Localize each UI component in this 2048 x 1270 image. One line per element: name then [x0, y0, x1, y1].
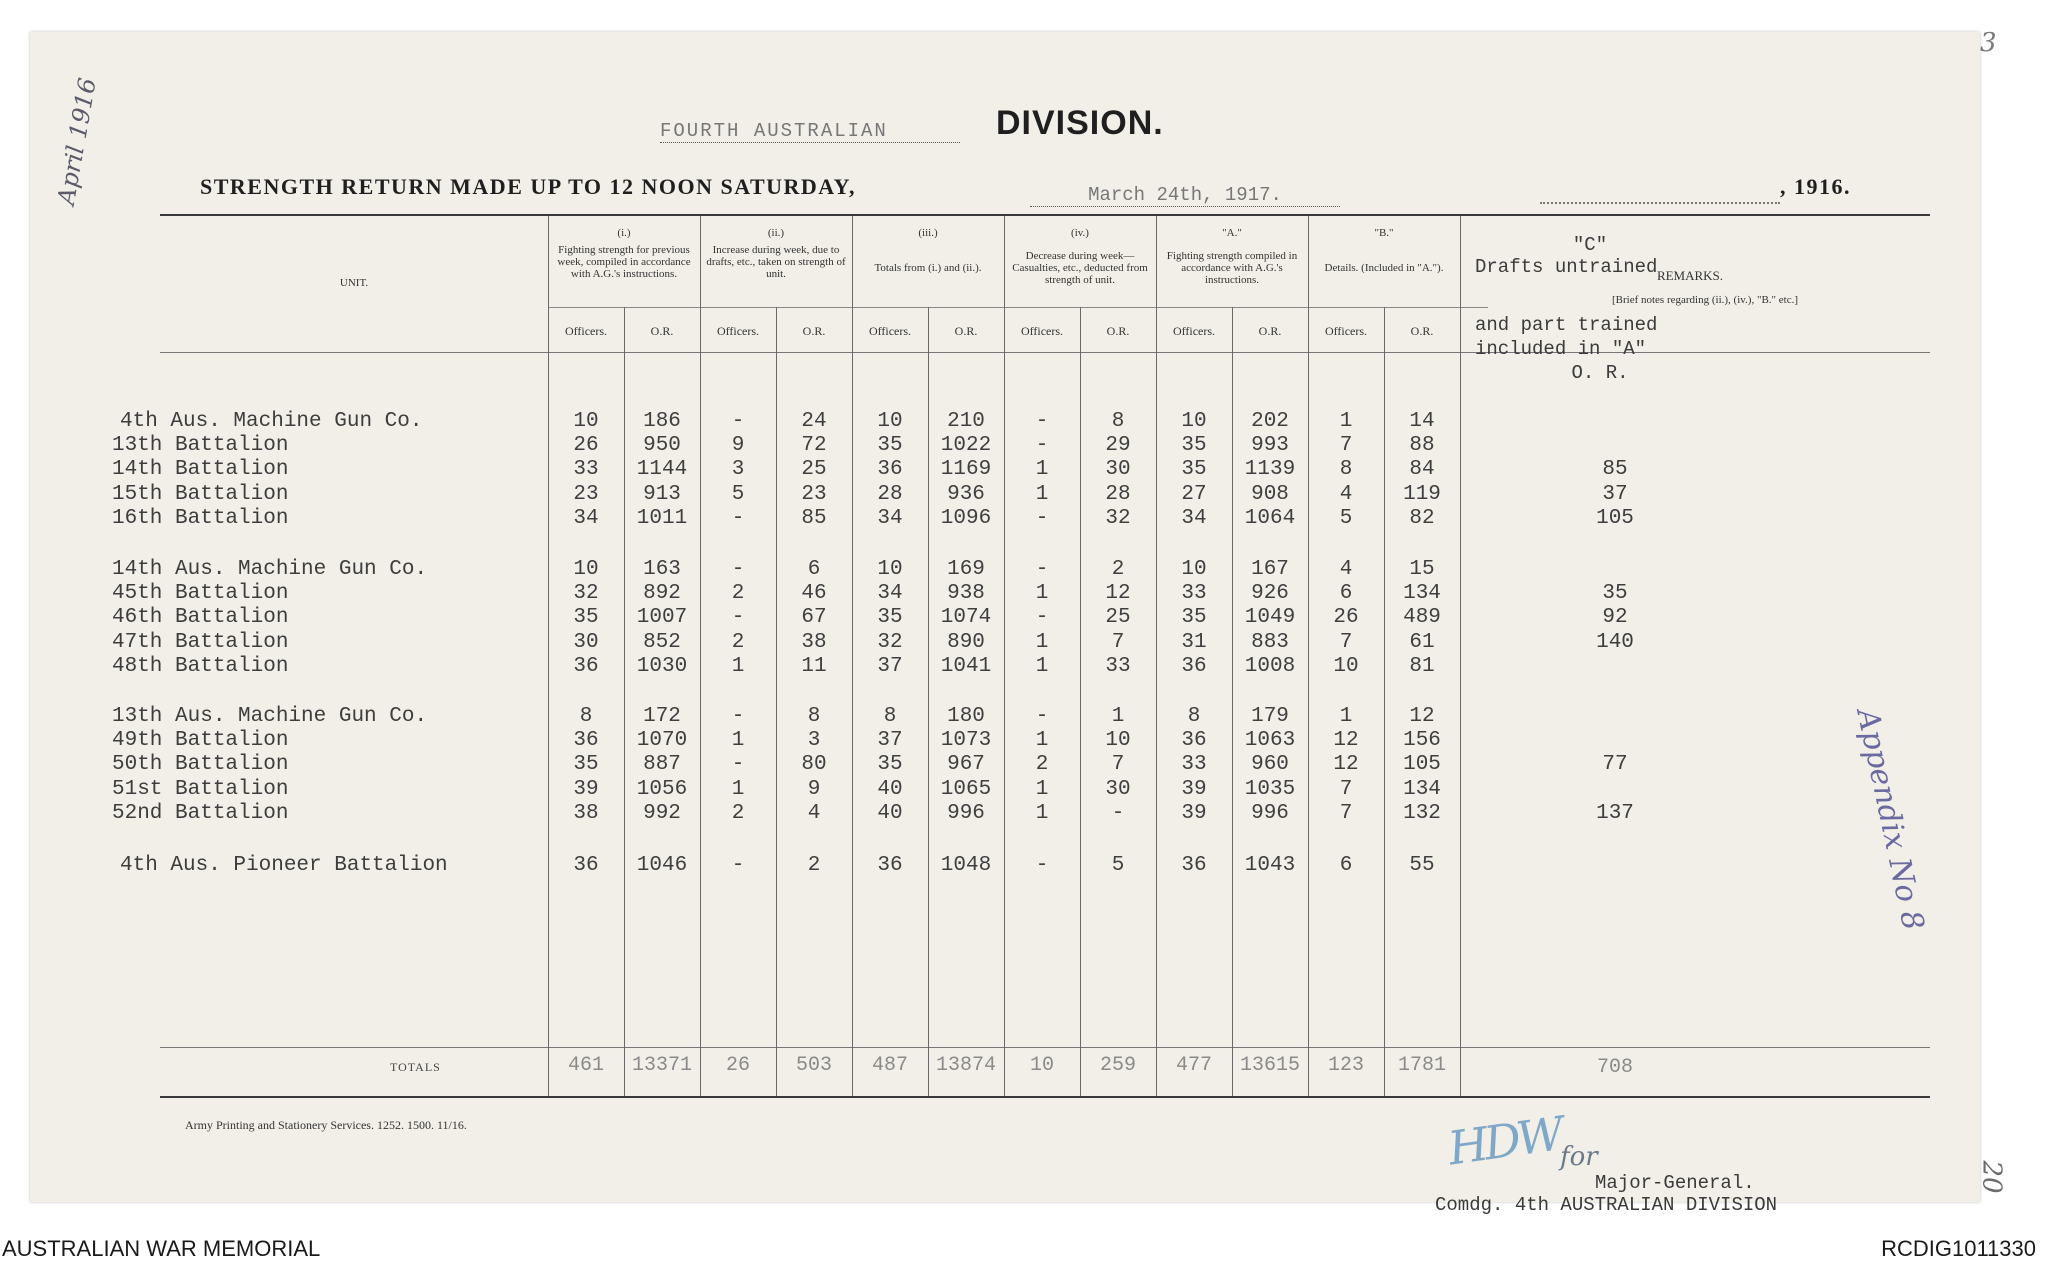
table-cell: 35	[573, 753, 599, 776]
totals-remarks: 708	[1596, 1056, 1633, 1079]
totals-cell: 461	[567, 1054, 604, 1077]
table-cell: 1065	[940, 778, 992, 801]
table-cell: 35	[877, 434, 903, 457]
table-cell: 10	[877, 558, 903, 581]
col-line	[548, 216, 549, 1096]
table-cell: 913	[643, 483, 681, 506]
table-cell: 34	[573, 507, 599, 530]
subheader-or: O.R.	[1106, 324, 1130, 338]
col-line	[776, 307, 777, 1096]
table-cell: 33	[1105, 655, 1131, 678]
strength-return-heading: STRENGTH RETURN MADE UP TO 12 NOON SATURDAY,	[200, 174, 857, 199]
table-cell: 7	[1339, 802, 1353, 825]
colB-description: Details. (Included in "A.").	[1324, 262, 1444, 274]
table-cell: 31	[1181, 631, 1207, 654]
table-cell: 163	[643, 558, 681, 581]
table-cell: 6	[807, 558, 821, 581]
table-cell: 180	[947, 705, 985, 728]
table-cell: 12	[1333, 753, 1359, 776]
table-cell: 202	[1251, 410, 1289, 433]
table-cell: 35	[877, 606, 903, 629]
table-cell: -	[731, 753, 745, 776]
table-cell: 926	[1251, 582, 1289, 605]
signature: HDW	[1444, 1106, 1564, 1176]
table-cell: 883	[1251, 631, 1289, 654]
table-cell: 6	[1339, 854, 1353, 877]
table-cell: 993	[1251, 434, 1289, 457]
subheader-officers: Officers.	[1020, 324, 1064, 338]
table-cell: 950	[643, 434, 681, 457]
table-cell: 34	[877, 507, 903, 530]
table-cell: 960	[1251, 753, 1289, 776]
table-cell: 39	[1181, 802, 1207, 825]
table-cell: 1064	[1244, 507, 1296, 530]
table-cell: 12	[1409, 705, 1435, 728]
colA-description: Fighting strength compiled in accordance with A.G.'s instructions.	[1166, 250, 1298, 286]
header-bottom-rule	[160, 352, 1930, 353]
totals-cell: 123	[1327, 1054, 1364, 1077]
remarks-note: [Brief notes regarding (ii.), (iv.), "B." etc.]	[1611, 294, 1799, 306]
col2-number: (ii.)	[767, 227, 785, 239]
c-column-included-in-a: included in "A"	[1475, 338, 1647, 360]
table-cell: -	[1035, 558, 1049, 581]
signer-rank: Major-General.	[1595, 1172, 1755, 1194]
remarks-value: 77	[1602, 753, 1628, 776]
totals-top-rule	[160, 1047, 1930, 1048]
table-cell: 32	[877, 631, 903, 654]
table-cell: -	[1035, 606, 1049, 629]
archive-id: RCDIG1011330	[1881, 1236, 2036, 1261]
totals-cell: 13874	[935, 1054, 996, 1077]
table-cell: 4	[1339, 558, 1353, 581]
col-line	[928, 307, 929, 1096]
year-dotline	[1540, 202, 1780, 204]
table-cell: 3	[731, 458, 745, 481]
table-cell: 1070	[636, 729, 688, 752]
table-cell: 80	[801, 753, 827, 776]
table-cell: 132	[1403, 802, 1441, 825]
table-cell: 10	[1181, 558, 1207, 581]
table-cell: 8	[579, 705, 593, 728]
col-line	[1156, 216, 1157, 1096]
table-cell: 2	[1035, 753, 1049, 776]
col4-description: Decrease during week—Casualties, etc., deducted from strength of unit.	[1012, 250, 1148, 286]
unit-name: 47th Battalion	[112, 631, 289, 654]
totals-cell: 1781	[1397, 1054, 1446, 1077]
unit-name: 51st Battalion	[112, 778, 289, 801]
table-cell: 36	[877, 458, 903, 481]
table-cell: 85	[801, 507, 827, 530]
table-cell: 1	[1035, 458, 1049, 481]
table-cell: 169	[947, 558, 985, 581]
table-cell: 1074	[940, 606, 992, 629]
col4-number: (iv.)	[1071, 227, 1089, 239]
table-cell: 1073	[940, 729, 992, 752]
table-cell: 1048	[940, 854, 992, 877]
table-cell: -	[731, 854, 745, 877]
col-line	[852, 216, 853, 1096]
table-cell: 84	[1409, 458, 1435, 481]
table-cell: 15	[1409, 558, 1435, 581]
table-cell: 210	[947, 410, 985, 433]
table-cell: 36	[573, 854, 599, 877]
table-cell: 7	[1111, 631, 1125, 654]
col3-number: (iii.)	[918, 227, 938, 239]
remarks-header: REMARKS.	[1656, 268, 1724, 283]
table-cell: 33	[573, 458, 599, 481]
table-cell: -	[731, 705, 745, 728]
table-cell: 936	[947, 483, 985, 506]
table-cell: 852	[643, 631, 681, 654]
table-cell: 26	[1333, 606, 1359, 629]
table-cell: 1022	[940, 434, 992, 457]
table-cell: 1	[731, 778, 745, 801]
table-cell: 1	[1035, 483, 1049, 506]
totals-cell: 259	[1099, 1054, 1136, 1077]
table-cell: 27	[1181, 483, 1207, 506]
return-date: March 24th, 1917.	[1030, 184, 1340, 207]
division-heading: DIVISION.	[996, 104, 1164, 142]
table-cell: 156	[1403, 729, 1441, 752]
table-cell: -	[731, 507, 745, 530]
table-cell: 2	[807, 854, 821, 877]
table-cell: 1	[1035, 655, 1049, 678]
table-cell: 2	[731, 582, 745, 605]
c-column-drafts-untrained: Drafts untrained	[1475, 256, 1658, 278]
table-cell: 38	[801, 631, 827, 654]
table-cell: 1	[1035, 582, 1049, 605]
table-cell: 4	[1339, 483, 1353, 506]
remarks-value: 92	[1602, 606, 1628, 629]
table-cell: 36	[1181, 854, 1207, 877]
table-cell: 11	[801, 655, 827, 678]
table-bottom-rule	[160, 1096, 1930, 1098]
table-cell: 1049	[1244, 606, 1296, 629]
col3-description: Totals from (i.) and (ii.).	[874, 262, 982, 274]
subheader-officers: Officers.	[564, 324, 608, 338]
table-cell: 67	[801, 606, 827, 629]
table-cell: 1169	[940, 458, 992, 481]
table-cell: 30	[1105, 458, 1131, 481]
subheader-officers: Officers.	[1172, 324, 1216, 338]
table-cell: 12	[1105, 582, 1131, 605]
table-cell: 1	[1339, 410, 1353, 433]
table-cell: 5	[731, 483, 745, 506]
unit-name: 14th Aus. Machine Gun Co.	[112, 558, 428, 581]
table-cell: 36	[877, 854, 903, 877]
totals-cell: 10	[1029, 1054, 1054, 1077]
table-cell: 7	[1339, 778, 1353, 801]
table-cell: 9	[731, 434, 745, 457]
table-cell: 88	[1409, 434, 1435, 457]
margin-note-top-right: 3	[1980, 28, 1997, 58]
table-cell: 7	[1111, 753, 1125, 776]
totals-cell: 503	[795, 1054, 832, 1077]
table-cell: 2	[1111, 558, 1125, 581]
unit-name: 48th Battalion	[112, 655, 289, 678]
table-cell: 1041	[940, 655, 992, 678]
table-cell: 5	[1111, 854, 1125, 877]
colB-number: "B."	[1374, 227, 1394, 239]
table-cell: -	[731, 558, 745, 581]
totals-cell: 477	[1175, 1054, 1212, 1077]
table-cell: 10	[1105, 729, 1131, 752]
remarks-value: 35	[1602, 582, 1628, 605]
table-cell: 5	[1339, 507, 1353, 530]
table-cell: 134	[1403, 778, 1441, 801]
table-cell: 1	[1339, 705, 1353, 728]
subheader-or: O.R.	[954, 324, 978, 338]
table-cell: 37	[877, 729, 903, 752]
table-cell: 23	[801, 483, 827, 506]
table-cell: 1056	[636, 778, 688, 801]
table-cell: 1063	[1244, 729, 1296, 752]
table-cell: 8	[883, 705, 897, 728]
table-cell: 3	[807, 729, 821, 752]
col-line	[1232, 307, 1233, 1096]
table-cell: 30	[573, 631, 599, 654]
table-cell: 105	[1403, 753, 1441, 776]
table-cell: 1144	[636, 458, 688, 481]
table-cell: 1	[1035, 631, 1049, 654]
table-cell: 32	[573, 582, 599, 605]
remarks-value: 37	[1602, 483, 1628, 506]
printer-imprint: Army Printing and Stationery Services. 1252. 1500. 11/16.	[185, 1118, 467, 1132]
table-cell: 8	[1187, 705, 1201, 728]
c-column-or: O. R.	[1571, 362, 1629, 384]
printed-year: , 1916.	[1780, 174, 1851, 199]
col-line	[1004, 216, 1005, 1096]
table-cell: 890	[947, 631, 985, 654]
table-cell: 40	[877, 802, 903, 825]
table-cell: 1	[1035, 729, 1049, 752]
table-cell: 14	[1409, 410, 1435, 433]
unit-name: 4th Aus. Pioneer Battalion	[120, 854, 448, 877]
unit-name: 46th Battalion	[112, 606, 289, 629]
unit-column-header: UNIT.	[339, 277, 369, 289]
colA-number: "A."	[1222, 227, 1242, 239]
unit-name: 45th Battalion	[112, 582, 289, 605]
unit-name: 15th Battalion	[112, 483, 289, 506]
table-cell: 7	[1339, 434, 1353, 457]
table-cell: 1	[731, 729, 745, 752]
table-cell: 10	[877, 410, 903, 433]
table-top-rule	[160, 214, 1930, 216]
col-line	[1384, 307, 1385, 1096]
table-cell: -	[731, 606, 745, 629]
table-cell: 39	[573, 778, 599, 801]
table-cell: 10	[1181, 410, 1207, 433]
table-cell: 9	[807, 778, 821, 801]
table-cell: 35	[1181, 606, 1207, 629]
table-cell: 1011	[636, 507, 688, 530]
table-cell: 967	[947, 753, 985, 776]
table-cell: 61	[1409, 631, 1435, 654]
table-cell: 10	[1333, 655, 1359, 678]
table-cell: 1	[731, 655, 745, 678]
signer-command: Comdg. 4th AUSTRALIAN DIVISION	[1435, 1194, 1778, 1216]
division-name: FOURTH AUSTRALIAN	[660, 120, 960, 143]
subheader-or: O.R.	[650, 324, 674, 338]
table-cell: 167	[1251, 558, 1289, 581]
table-cell: 1	[1111, 705, 1125, 728]
unit-name: 52nd Battalion	[112, 802, 289, 825]
signature-for: for	[1560, 1142, 1598, 1172]
archive-caption-bar	[0, 1228, 2048, 1270]
table-cell: 35	[573, 606, 599, 629]
table-cell: -	[731, 410, 745, 433]
totals-cell: 487	[871, 1054, 908, 1077]
table-cell: 1007	[636, 606, 688, 629]
table-cell: 2	[731, 802, 745, 825]
table-cell: 172	[643, 705, 681, 728]
col2-description: Increase during week, due to drafts, etc., taken on strength of unit.	[706, 244, 846, 280]
subheader-or: O.R.	[1258, 324, 1282, 338]
table-cell: 25	[801, 458, 827, 481]
col1-description: Fighting strength for previous week, compiled in accordance with A.G.'s instructions.	[557, 244, 691, 280]
table-cell: 36	[1181, 655, 1207, 678]
table-cell: 1096	[940, 507, 992, 530]
subheader-officers: Officers.	[1324, 324, 1368, 338]
table-cell: 28	[1105, 483, 1131, 506]
table-cell: 179	[1251, 705, 1289, 728]
table-cell: 1030	[636, 655, 688, 678]
table-cell: 34	[1181, 507, 1207, 530]
table-cell: 29	[1105, 434, 1131, 457]
table-cell: 134	[1403, 582, 1441, 605]
table-cell: 40	[877, 778, 903, 801]
unit-name: 14th Battalion	[112, 458, 289, 481]
totals-cell: 26	[725, 1054, 750, 1077]
col-line	[1308, 216, 1309, 1096]
table-cell: 37	[877, 655, 903, 678]
table-cell: 1	[1035, 802, 1049, 825]
table-cell: 55	[1409, 854, 1435, 877]
table-cell: 28	[877, 483, 903, 506]
table-cell: 7	[1339, 631, 1353, 654]
table-cell: 36	[573, 655, 599, 678]
table-cell: 35	[877, 753, 903, 776]
table-cell: 938	[947, 582, 985, 605]
col-line	[1080, 307, 1081, 1096]
table-cell: 908	[1251, 483, 1289, 506]
table-cell: 1139	[1244, 458, 1296, 481]
table-cell: 1043	[1244, 854, 1296, 877]
totals-label: TOTALS	[390, 1060, 441, 1074]
totals-cell: 13371	[631, 1054, 692, 1077]
table-cell: -	[1035, 410, 1049, 433]
table-cell: 24	[801, 410, 827, 433]
remarks-value: 105	[1596, 507, 1634, 530]
table-cell: 33	[1181, 582, 1207, 605]
unit-name: 16th Battalion	[112, 507, 289, 530]
table-cell: -	[1035, 434, 1049, 457]
table-cell: 30	[1105, 778, 1131, 801]
table-cell: 1008	[1244, 655, 1296, 678]
table-cell: 996	[1251, 802, 1289, 825]
appendix-annotation: Appendix No 8	[1849, 705, 1931, 934]
table-cell: 8	[807, 705, 821, 728]
subheader-officers: Officers.	[716, 324, 760, 338]
remarks-value: 140	[1596, 631, 1634, 654]
table-cell: 72	[801, 434, 827, 457]
table-cell: 6	[1339, 582, 1353, 605]
table-cell: 8	[1339, 458, 1353, 481]
col-line	[700, 216, 701, 1096]
table-cell: -	[1111, 802, 1125, 825]
unit-name: 13th Aus. Machine Gun Co.	[112, 705, 428, 728]
table-cell: 892	[643, 582, 681, 605]
table-cell: 32	[1105, 507, 1131, 530]
totals-cell: 13615	[1239, 1054, 1300, 1077]
unit-name: 13th Battalion	[112, 434, 289, 457]
table-cell: 33	[1181, 753, 1207, 776]
subheader-or: O.R.	[1410, 324, 1434, 338]
c-column-label: "C"	[1572, 234, 1608, 256]
unit-name: 50th Battalion	[112, 753, 289, 776]
table-cell: -	[1035, 705, 1049, 728]
col1-number: (i.)	[617, 227, 631, 239]
table-cell: 996	[947, 802, 985, 825]
document-sheet	[30, 28, 2007, 1216]
table-cell: 26	[573, 434, 599, 457]
table-cell: 1035	[1244, 778, 1296, 801]
table-cell: 992	[643, 802, 681, 825]
table-cell: 38	[573, 802, 599, 825]
table-cell: 46	[801, 582, 827, 605]
table-cell: 1046	[636, 854, 688, 877]
archive-source: AUSTRALIAN WAR MEMORIAL	[2, 1236, 321, 1261]
table-cell: 489	[1403, 606, 1441, 629]
table-cell: -	[1035, 854, 1049, 877]
remarks-value: 137	[1596, 802, 1634, 825]
unit-name: 4th Aus. Machine Gun Co.	[120, 410, 423, 433]
subheader-officers: Officers.	[868, 324, 912, 338]
table-cell: 4	[807, 802, 821, 825]
table-cell: 23	[573, 483, 599, 506]
table-cell: 8	[1111, 410, 1125, 433]
subheader-or: O.R.	[802, 324, 826, 338]
table-cell: 12	[1333, 729, 1359, 752]
table-cell: 34	[877, 582, 903, 605]
col-line	[1460, 216, 1461, 1096]
table-cell: 35	[1181, 458, 1207, 481]
table-cell: 1	[1035, 778, 1049, 801]
subheader-rule	[548, 307, 1488, 308]
c-column-part-trained: and part trained	[1475, 314, 1658, 336]
table-cell: 82	[1409, 507, 1435, 530]
col-line	[624, 307, 625, 1096]
table-cell: -	[1035, 507, 1049, 530]
table-cell: 36	[573, 729, 599, 752]
table-cell: 10	[573, 410, 599, 433]
table-cell: 2	[731, 631, 745, 654]
remarks-value: 85	[1602, 458, 1628, 481]
table-cell: 81	[1409, 655, 1435, 678]
table-cell: 887	[643, 753, 681, 776]
table-cell: 10	[573, 558, 599, 581]
table-cell: 25	[1105, 606, 1131, 629]
unit-name: 49th Battalion	[112, 729, 289, 752]
table-cell: 119	[1403, 483, 1441, 506]
margin-note-bottom-right: 20	[1976, 1160, 2007, 1194]
margin-note-top-left: April 1916	[52, 75, 102, 207]
table-cell: 36	[1181, 729, 1207, 752]
table-cell: 35	[1181, 434, 1207, 457]
table-cell: 186	[643, 410, 681, 433]
table-cell: 39	[1181, 778, 1207, 801]
